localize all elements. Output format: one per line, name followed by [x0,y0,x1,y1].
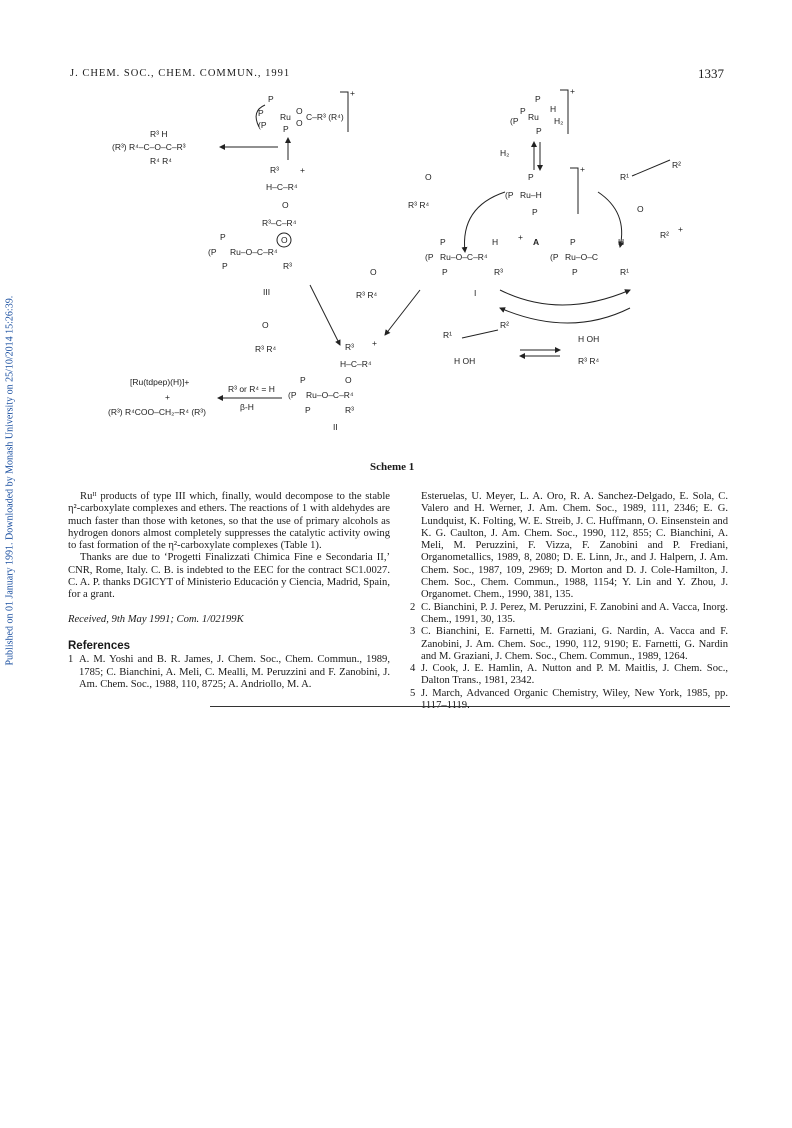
page-number: 1337 [698,66,724,81]
svg-text:O: O [296,118,303,128]
bottom-rule [210,706,730,707]
svg-text:P: P [268,94,274,104]
svg-text:+: + [518,232,523,242]
svg-text:P: P [220,232,226,242]
reference-text: A. M. Yoshi and B. R. James, J. Chem. Soc., Chem. Commun., 1989, 1785; C. Bianchini, A. Meli, C. Mealli, M. Peruzzini and F. Zanobini, J. Am. Chem. Soc., 1988, 110, 8725; A. Andriollo, M. A. [79,654,390,690]
svg-text:O: O [262,320,269,330]
svg-text:R³: R³ [283,261,292,271]
svg-text:O: O [345,375,352,385]
reference-number: 1 [68,654,74,666]
dihydrogen-complex [510,86,575,136]
svg-text:R⁴ R⁴: R⁴ R⁴ [150,156,172,166]
ester-product: (R³) R⁴COO–CH₂–R⁴ (R³) [108,407,206,417]
svg-text:P: P [570,237,576,247]
svg-text:P: P [305,405,311,415]
svg-text:R³: R³ [270,165,279,175]
svg-text:P: P [528,172,534,182]
svg-text:Ru–O–C–R⁴: Ru–O–C–R⁴ [230,247,278,257]
svg-text:R³–C–R⁴: R³–C–R⁴ [262,218,297,228]
svg-text:(P: (P [550,252,559,262]
svg-text:Ru–O–C–R⁴: Ru–O–C–R⁴ [440,252,488,262]
ester-top: (R³) R⁴–C–O–C–R³ [112,142,186,152]
reference-number: 4 [410,663,416,675]
svg-text:+: + [350,88,355,98]
running-head: J. CHEM. SOC., CHEM. COMMUN., 1991 [70,68,291,79]
svg-text:R³: R³ [345,342,354,352]
svg-text:H–C–R⁴: H–C–R⁴ [340,359,372,369]
svg-text:(P: (P [258,120,267,130]
svg-text:H OH: H OH [578,334,600,344]
paragraph-acknowledgements: Thanks are due to ‘Progetti Finalizzati Chimica Fine e Secondaria II,’ CNR, Rome, Italy. C. B. is indebted to the EEC for the contract SC1.0027. C. A. P. thanks DGICYT of Ministerio Educación y Ciencia, Madrid, Spain, for a grant. [68,552,390,601]
references-heading: References [68,639,131,652]
svg-text:P: P [572,267,578,277]
svg-text:R¹: R¹ [620,267,629,277]
left-column [68,491,390,691]
reference-number: 2 [410,601,416,613]
svg-text:Ru: Ru [280,112,291,122]
download-watermark: Published on 01 January 1991. Downloaded by Monash University on 25/10/2014 15:26:39. [4,295,16,666]
svg-text:+: + [580,164,585,174]
complex-III-structure [208,165,305,271]
svg-text:P: P [520,106,526,116]
reference-item [68,654,390,691]
reference-text: C. Bianchini, E. Farnetti, M. Graziani, G. Nardin, A. Vacca and F. Zanobini, J. Am. Chem. Soc., 1990, 112, 9190; E. Farnetti, G. Nardin and M. Graziani, J. Chem. Soc., Chem. Commun., 1989, 1264. [421,626,728,662]
beta-h-label: β-H [240,402,254,412]
svg-text:C–R³ (R⁴): C–R³ (R⁴) [306,112,344,122]
reference-text: C. Bianchini, P. J. Perez, M. Peruzzini, F. Zanobini and A. Vacca, Inorg. Chem., 1991, 30, 135. [421,601,728,625]
svg-text:+: + [570,86,575,96]
svg-text:P: P [258,108,264,118]
label-A: A [533,237,540,247]
h2-label: H₂ [500,148,510,158]
complex-I-label: I [474,288,477,298]
svg-text:R³ R⁴: R³ R⁴ [408,200,430,210]
svg-text:O: O [281,235,288,245]
svg-text:P: P [283,124,289,134]
svg-text:Ru: Ru [528,112,539,122]
paragraph-conclusion: Ruᴵᴵ products of type III which, finally, would decompose to the stable η²-carboxylate complexes and ethers. The reactions of 1 with aldehydes are much faster than those with ketones, so that the use of primary alcohols as hydrogen donors almost completely suppresses the catalytic activity owing to fast formation of the η²-carboxylate complexes (Table 1). [68,491,390,552]
svg-text:R³ R⁴: R³ R⁴ [578,356,600,366]
svg-text:Ru–H: Ru–H [520,190,542,200]
svg-text:P: P [532,207,538,217]
svg-text:O: O [370,267,377,277]
svg-text:R²: R² [672,160,681,170]
svg-text:H: H [618,237,625,247]
right-column [410,491,728,712]
svg-text:R¹: R¹ [443,330,452,340]
complex-I-left [425,232,523,277]
svg-text:(P: (P [505,190,514,200]
svg-text:P: P [535,94,541,104]
complex-I-right [550,224,683,277]
svg-text:O: O [637,204,644,214]
svg-text:R²: R² [660,230,669,240]
svg-text:H–C–R⁴: H–C–R⁴ [266,182,298,192]
svg-text:R²: R² [500,320,509,330]
plus-sign: + [165,392,170,402]
svg-text:P: P [300,375,306,385]
reference-text: Esteruelas, U. Meyer, L. A. Oro, R. A. Sanchez-Delgado, E. Sola, C. Valero and H. Werner, J. Am. Chem. Soc., 1989, 111, 2346; E. G. Lundquist, K. Folting, W. E. Streib, J. C. Huffmann, O. Einsenstein and K. G. Caulton, J. Am. Chem. Soc., 1990, 112, 855; C. Bianchini, A. Meli, M. Peruzzini, F. Vizza, F. Zanobini and P. Frediani, Organometallics, 1989, 8, 2080; D. E. Linn, Jr., and J. Halpern, J. Am. Chem. Soc., 1987, 109, 2969; D. Morton and D. J. Cole-Hamilton, J. Chem. Soc., Chem. Commun., 1988, 1154; Y. Lin and Y. Zhou, J. Organomet. Chem., 1990, 381, 135. [421,491,728,601]
svg-text:+: + [678,224,683,234]
complex-II-label: II [333,422,338,432]
svg-text:(P: (P [208,247,217,257]
complex-II-structure [288,338,377,415]
svg-text:R³: R³ [494,267,503,277]
svg-text:(P: (P [288,390,297,400]
reference-item [410,602,728,627]
svg-text:H OH: H OH [454,356,476,366]
reaction-scheme [0,80,792,440]
svg-text:R³ H: R³ H [150,129,168,139]
svg-text:Ru–O–C–R⁴: Ru–O–C–R⁴ [306,390,354,400]
svg-text:H: H [492,237,499,247]
svg-text:+: + [300,165,305,175]
svg-text:+: + [372,338,377,348]
reference-number: 5 [410,687,416,699]
reference-text: J. March, Advanced Organic Chemistry, Wiley, New York, 1985, pp. [421,687,728,699]
reference-item [410,626,728,663]
reference-item [410,491,728,602]
svg-text:H₂: H₂ [554,116,564,126]
svg-text:H: H [550,104,557,114]
reference-text: J. Cook, J. E. Hamlin, A. Nutton and P. M. Maitlis, J. Chem. Soc., Dalton Trans., 1981, 2342. [421,663,728,687]
reference-number [410,491,421,602]
svg-text:Ru–O–C: Ru–O–C [565,252,599,262]
arrow-reagent: R³ or R⁴ = H [228,384,275,394]
svg-text:P: P [442,267,448,277]
received-date: Received, 9th May 1991; Com. 1/02199K [68,613,244,625]
scheme-caption: Scheme 1 [370,461,415,473]
svg-text:R³: R³ [345,405,354,415]
svg-text:R³ R⁴: R³ R⁴ [255,344,277,354]
svg-text:O: O [282,200,289,210]
complex-III-label: III [263,287,271,297]
svg-text:P: P [536,126,542,136]
svg-text:O: O [425,172,432,182]
svg-text:P: P [222,261,228,271]
svg-text:(P: (P [510,116,519,126]
svg-text:P: P [440,237,446,247]
svg-text:R¹: R¹ [620,172,629,182]
reference-item [410,688,728,713]
reference-number: 3 [410,626,416,638]
reference-item [410,663,728,688]
svg-text:O: O [296,106,303,116]
svg-text:R³ R⁴: R³ R⁴ [356,290,378,300]
ru-hydride-complex [505,164,585,217]
ru-tdpep: [Ru(tdpep)(H)]+ [130,377,190,387]
svg-text:(P: (P [425,252,434,262]
ru-carboxylate-top [256,88,355,134]
